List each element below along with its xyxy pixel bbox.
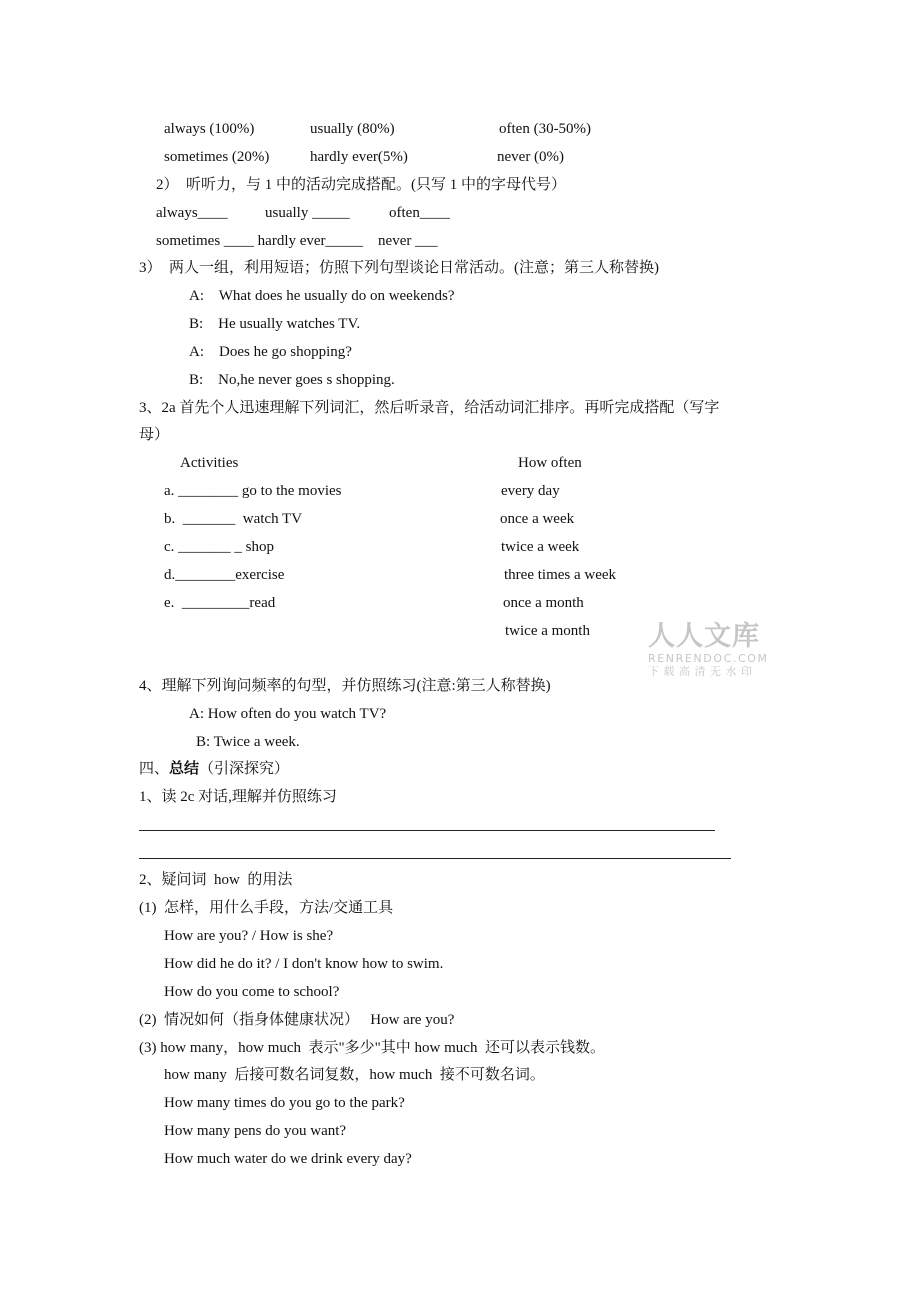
- how-usage-point-3: (3) how many，how much 表示"多少"其中 how much 还可以表示钱数。: [139, 1040, 605, 1056]
- dialogue-line: A: What does he usually do on weekends?: [189, 288, 455, 304]
- dialogue-line: A: Does he go shopping?: [189, 344, 352, 360]
- watermark-logo: 人人文库 RENRENDOC.COM 下载高清无水印: [648, 621, 769, 678]
- activity-item-d: d.________exercise: [164, 567, 285, 583]
- how-usage-title: 2、疑问词 how 的用法: [139, 872, 293, 888]
- freq-sometimes: sometimes (20%): [164, 149, 270, 165]
- how-usage-point-1: (1) 怎样，用什么手段，方法/交通工具: [139, 900, 394, 916]
- task2a-title: 3、2a 首先个人迅速理解下列词汇，然后听录音，给活动词汇排序。再听完成搭配（写字: [139, 400, 720, 416]
- answer-line: [139, 858, 731, 859]
- example-sentence: How do you come to school?: [164, 984, 340, 1000]
- frequency-item: three times a week: [504, 567, 617, 583]
- answer-line: [139, 830, 715, 831]
- task4-title: 4、理解下列询问频率的句型，并仿照练习(注意:第三人称替换): [139, 678, 551, 694]
- task4-question: A: How often do you watch TV?: [189, 706, 387, 722]
- activity-item-e: e. _________read: [164, 595, 276, 611]
- activity-item-c: c. _______ _ shop: [164, 539, 275, 555]
- summary-heading: 四、总结（引深探究）: [139, 761, 290, 777]
- example-sentence: How many times do you go to the park?: [164, 1095, 405, 1111]
- task2-blank-row2: sometimes ____ hardly ever_____ never ___: [156, 233, 438, 249]
- task2-title: 2） 听听力，与 1 中的活动完成搭配。(只写 1 中的字母代号）: [156, 177, 566, 193]
- dialogue-line: B: He usually watches TV.: [189, 316, 361, 332]
- task3-title: 3） 两人一组，利用短语；仿照下列句型谈论日常活动。(注意；第三人称替换): [139, 260, 659, 276]
- activity-item-a: a. ________ go to the movies: [164, 483, 342, 499]
- freq-often: often (30-50%): [499, 121, 592, 137]
- frequency-item: twice a week: [501, 539, 580, 555]
- frequency-item: every day: [501, 483, 560, 499]
- dialogue-line: B: No,he never goes s shopping.: [189, 372, 395, 388]
- freq-never: never (0%): [497, 149, 565, 165]
- col-how-often-header: How often: [518, 455, 582, 471]
- example-sentence: How much water do we drink every day?: [164, 1151, 412, 1167]
- example-sentence: How are you? / How is she?: [164, 928, 334, 944]
- activity-item-b: b. _______ watch TV: [164, 511, 303, 527]
- task2-blank-always: always____: [156, 205, 228, 221]
- task2-blank-often: often____: [389, 205, 450, 221]
- frequency-item: once a month: [503, 595, 584, 611]
- frequency-item: once a week: [500, 511, 575, 527]
- col-activities-header: Activities: [180, 455, 239, 471]
- freq-always: always (100%): [164, 121, 255, 137]
- example-sentence: How many pens do you want?: [164, 1123, 347, 1139]
- frequency-item: twice a month: [505, 623, 590, 639]
- freq-usually: usually (80%): [310, 121, 395, 137]
- task2-blank-usually: usually _____: [265, 205, 350, 221]
- task2a-title-cont: 母）: [139, 427, 170, 443]
- summary-item-1: 1、读 2c 对话,理解并仿照练习: [139, 789, 337, 805]
- example-sentence: How did he do it? / I don't know how to swim.: [164, 956, 444, 972]
- how-usage-point-2: (2) 情况如何（指身体健康状况） How are you?: [139, 1012, 455, 1028]
- task4-answer: B: Twice a week.: [196, 734, 300, 750]
- freq-hardly-ever: hardly ever(5%): [310, 149, 408, 165]
- example-sentence: how many 后接可数名词复数，how much 接不可数名词。: [164, 1067, 545, 1083]
